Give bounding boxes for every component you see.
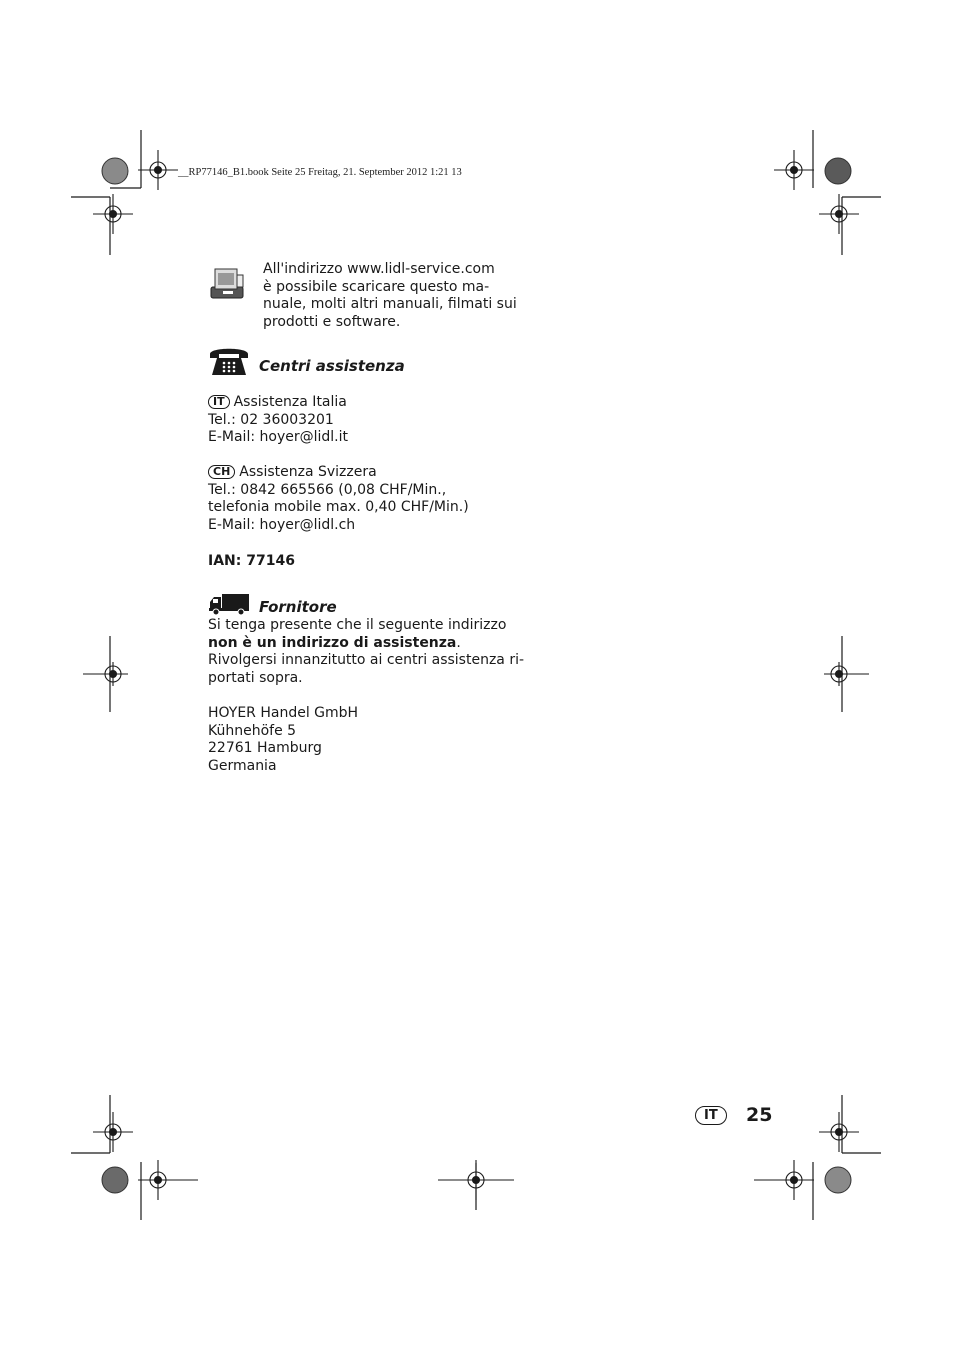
page-number: 25 <box>746 1104 773 1126</box>
address-line: 22761 Hamburg <box>208 740 322 757</box>
address-line: Kühnehöfe 5 <box>208 722 297 739</box>
supplier-note <box>208 617 524 687</box>
italy-block <box>208 394 348 447</box>
download-line: nuale, molti altri manuali, filmati sui <box>263 296 517 313</box>
download-line: All'indirizzo www.lidl-service.com <box>263 261 495 277</box>
supplier-line: portati sopra. <box>208 669 303 686</box>
italy-tel: Tel.: 02 36003201 <box>208 411 334 428</box>
switzerland-email: E-Mail: hoyer@lidl.ch <box>208 516 356 533</box>
switzerland-name: Assistenza Svizzera <box>239 464 377 480</box>
service-heading: Centri assistenza <box>259 357 405 375</box>
supplier-heading: Fornitore <box>259 598 337 616</box>
download-line: è possibile scaricare questo ma- <box>263 278 490 295</box>
language-badge: IT <box>695 1106 727 1125</box>
italy-email: E-Mail: hoyer@lidl.it <box>208 429 348 446</box>
address-line: HOYER Handel GmbH <box>208 705 359 721</box>
supplier-address <box>208 705 358 775</box>
italy-name: Assistenza Italia <box>233 394 347 410</box>
manual-download-icon <box>209 265 249 301</box>
address-line: Germania <box>208 757 277 774</box>
country-badge-it: IT <box>208 395 230 409</box>
supplier-warning: non è un indirizzo di assistenza <box>208 634 457 651</box>
supplier-line: Rivolgersi innanzitutto ai centri assistenza ri- <box>208 652 525 669</box>
switzerland-block <box>208 464 469 534</box>
print-header: __RP77146_B1.book Seite 25 Freitag, 21. September 2012 1:21 13 <box>178 167 462 178</box>
download-text <box>263 261 517 331</box>
switzerland-tel-note: telefonia mobile max. 0,40 CHF/Min.) <box>208 499 469 516</box>
supplier-line: . <box>456 634 461 651</box>
download-line: prodotti e software. <box>263 313 401 330</box>
switzerland-tel: Tel.: 0842 665566 (0,08 CHF/Min., <box>208 481 447 498</box>
country-badge-ch: CH <box>208 465 235 479</box>
supplier-line: Si tenga presente che il seguente indirizzo <box>208 617 507 633</box>
telephone-icon <box>208 345 250 377</box>
truck-icon <box>208 593 250 615</box>
ian-number: IAN: 77146 <box>208 553 295 569</box>
